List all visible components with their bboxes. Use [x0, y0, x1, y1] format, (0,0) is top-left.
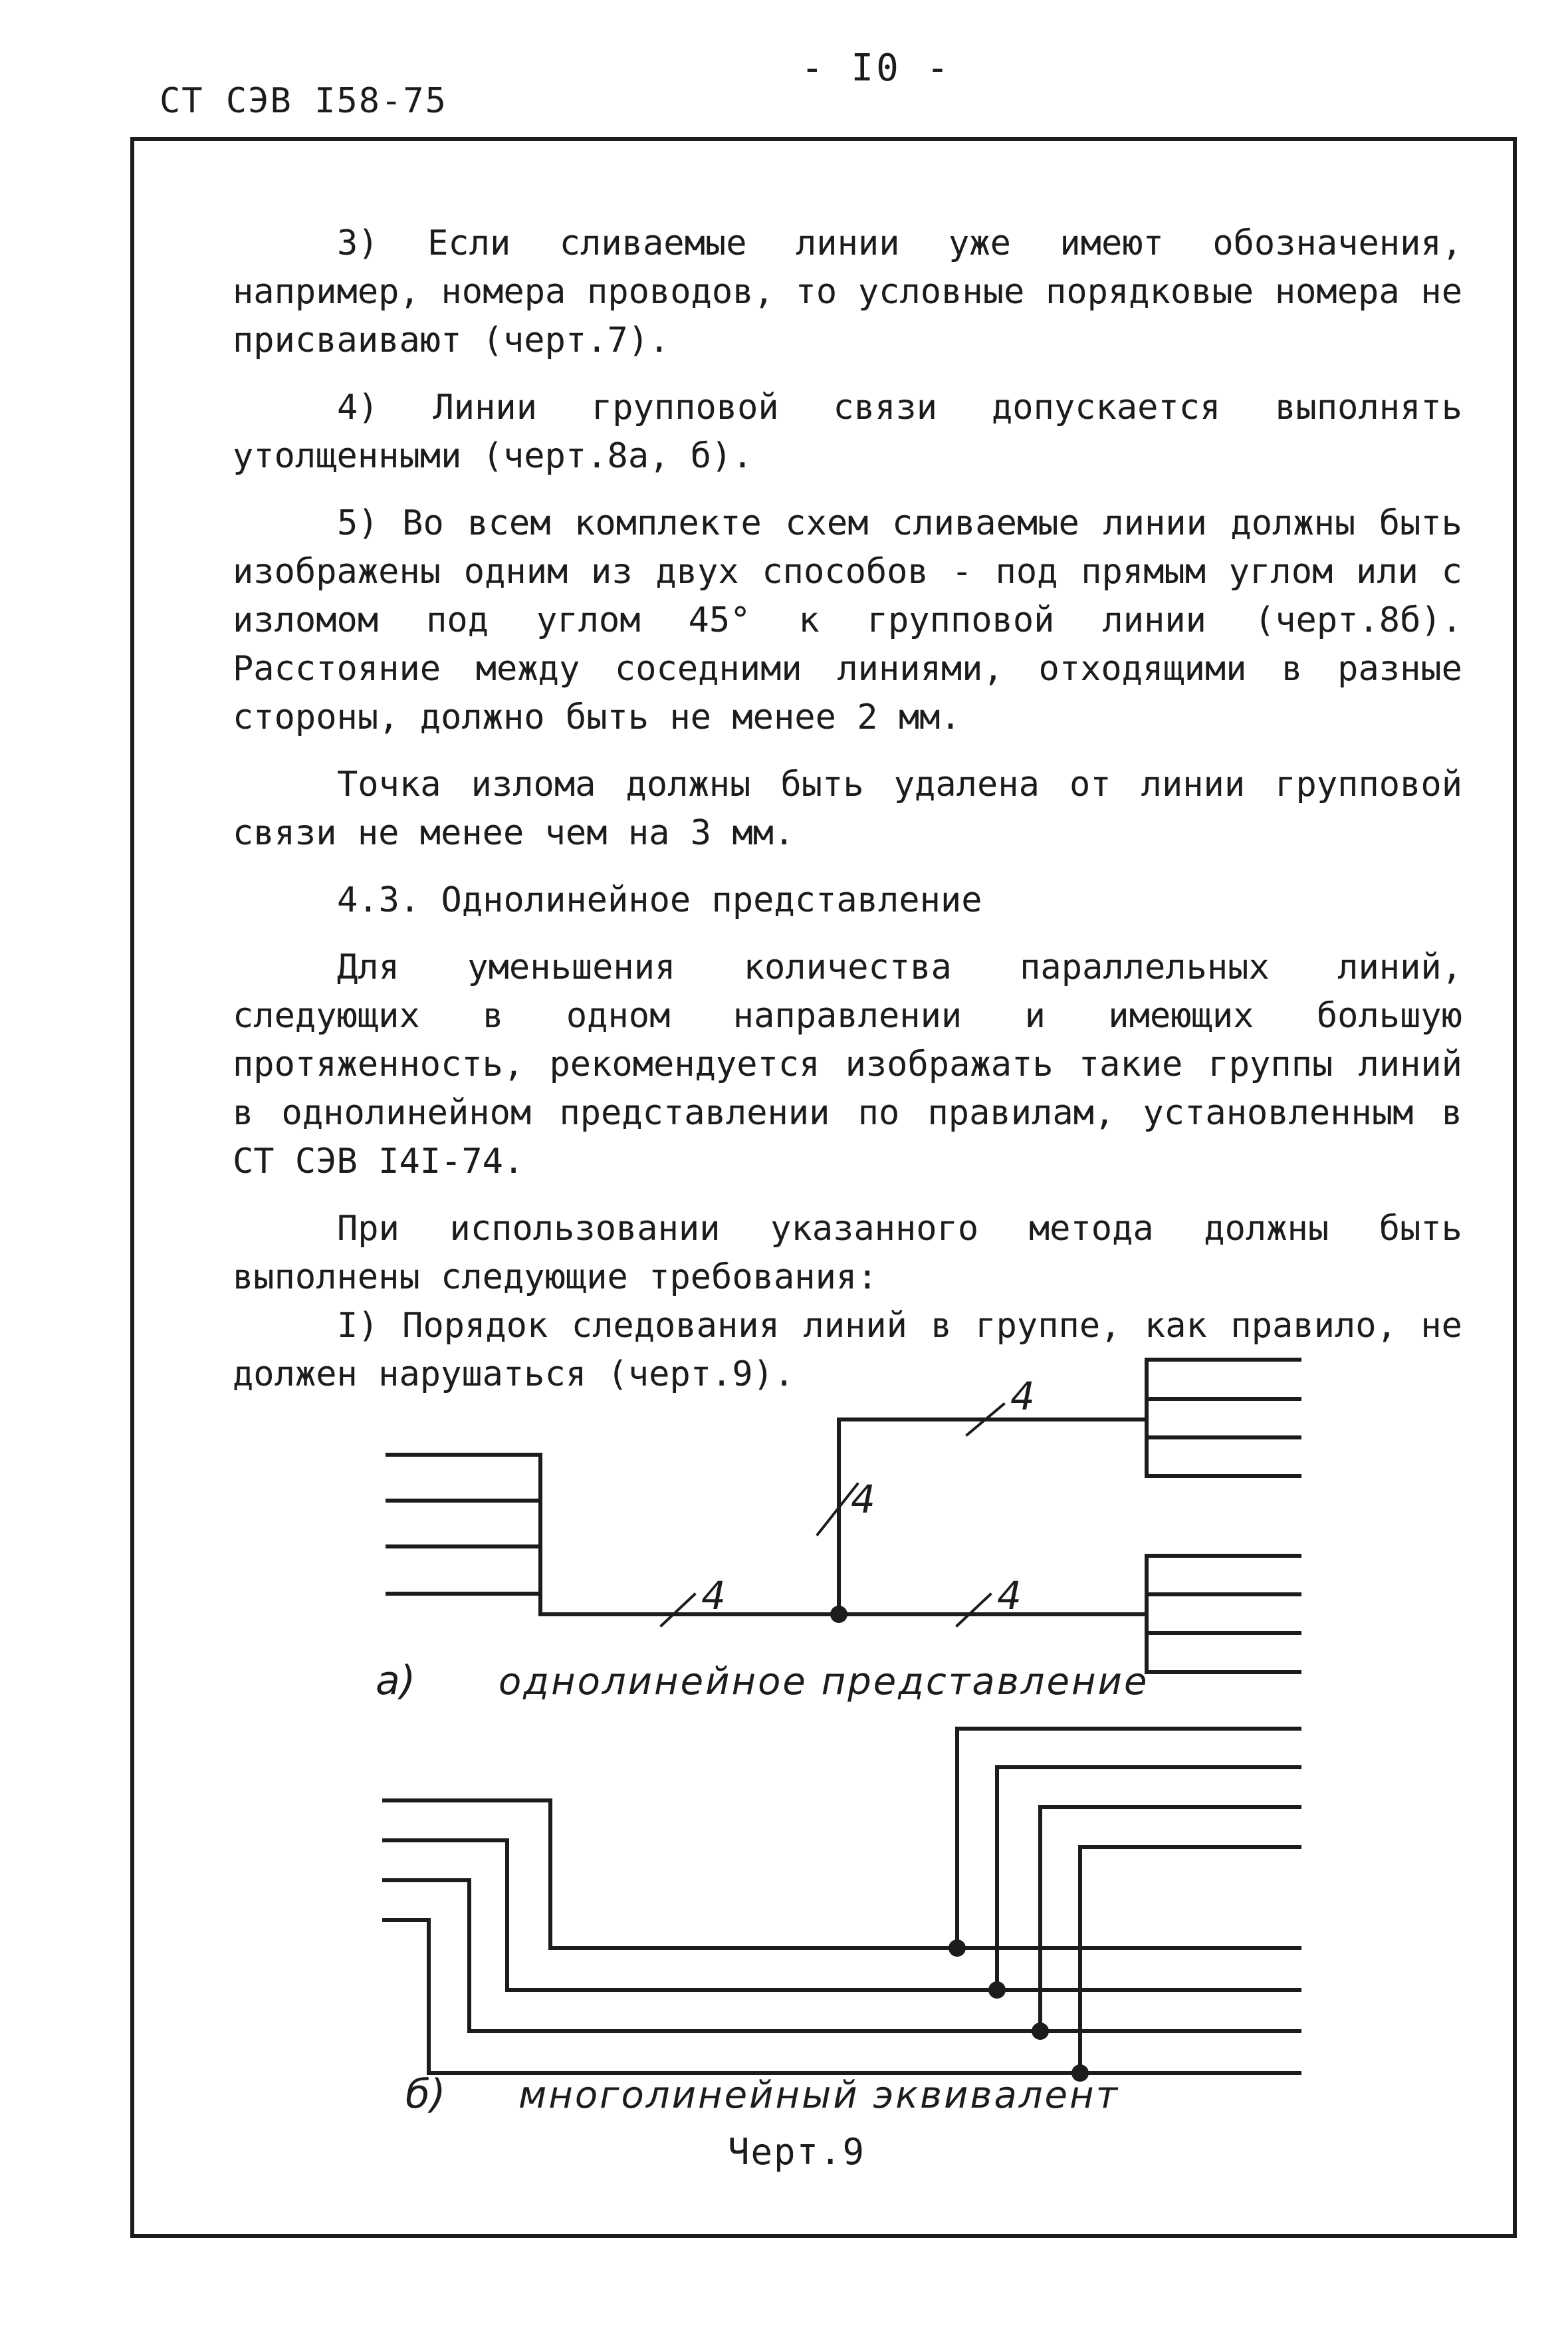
page-number: - I0 -: [801, 47, 952, 90]
junction-dot: [949, 1939, 966, 1957]
junction-dot: [988, 1981, 1006, 1999]
line-count-label: 4: [1010, 1374, 1036, 1419]
caption-b-text: многолинейный эквивалент: [518, 2074, 1120, 2117]
line-count-label: 4: [851, 1477, 877, 1522]
paragraph-single-line: Для уменьшения количества параллельных линий, следующих в одном направлении и имеющих большую протяженность, рекомендуется изображать такие группы линий в однолинейном представлении по правилам, установленным в СТ СЭВ I4I-74.: [233, 947, 1462, 1181]
line-count-label: 4: [997, 1573, 1023, 1618]
junction-dot: [1032, 2023, 1049, 2040]
document-code: СТ СЭВ I58-75: [160, 81, 447, 121]
junction-dot: [830, 1606, 847, 1623]
paragraph-item-5: 5) Во всем комплекте схем сливаемые линии должны быть изображены одним из двух способов - под прямым углом или с изломом под углом 45° к групповой линии (черт.8б). Расстояние между соседними линиями, отходящими в разные стороны, должно быть не менее 2 мм.: [233, 503, 1462, 737]
paragraph-item-3: 3) Если сливаемые линии уже имеют обозначения, например, номера проводов, то условные порядковые номера не присваивают (черт.7).: [233, 223, 1462, 360]
caption-b-letter: б): [405, 2071, 446, 2118]
figure-title: Черт.9: [728, 2131, 866, 2173]
caption-a-letter: а): [376, 1658, 416, 1704]
paragraph-break-point: Точка излома должны быть удалена от линии групповой связи не менее чем на 3 мм.: [233, 765, 1462, 853]
section-heading: 4.3. Однолинейное представление: [337, 880, 982, 920]
single-line-diagram: [388, 1360, 1299, 1672]
paragraph-requirements: При использовании указанного метода должны быть выполнены следующие требования:: [233, 1209, 1462, 1297]
line-count-label: 4: [701, 1573, 727, 1618]
multi-line-diagram: [384, 1729, 1299, 2073]
paragraph-item-4: 4) Линии групповой связи допускается выполнять утолщенными (черт.8а, б).: [233, 388, 1462, 476]
caption-a-text: однолинейное представление: [499, 1660, 1149, 1703]
paragraph-item-1: I) Порядок следования линий в группе, как правило, не должен нарушаться (черт.9).: [233, 1306, 1462, 1394]
